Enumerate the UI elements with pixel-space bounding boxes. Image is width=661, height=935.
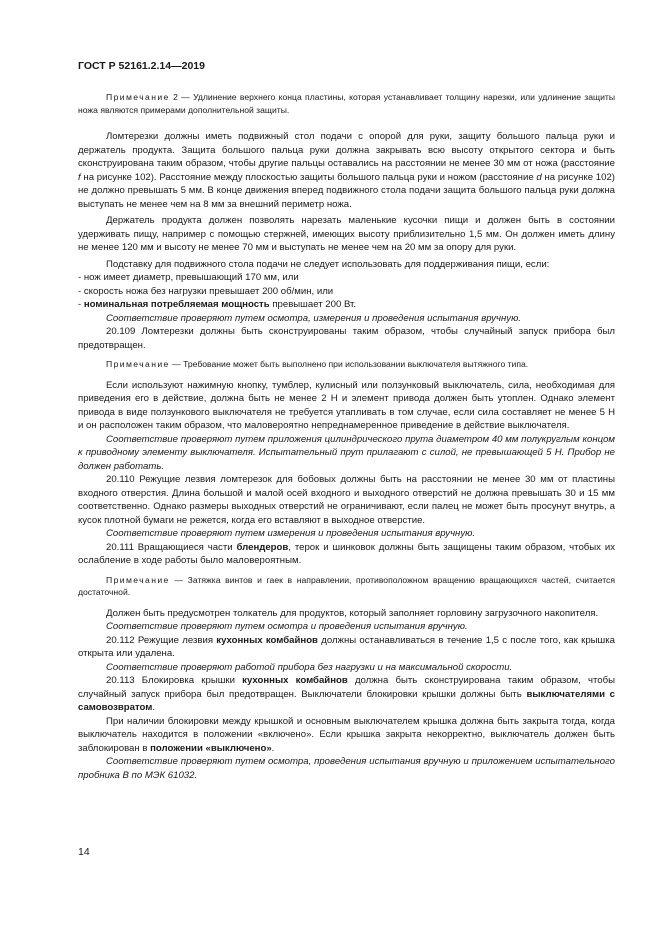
paragraph: Соответствие проверяют путем измерения и проведения испытания вручную. (106, 528, 476, 539)
page-number: 14 (78, 846, 90, 858)
list-item: - нож имеет диаметр, превышающий 170 мм, или (78, 272, 299, 283)
list-item: - скорость ножа без нагрузки превышает 200 об/мин, или (78, 285, 334, 297)
paragraph: 20.113 Блокировка крышки кухонных комбайнов должна быть сконструирована таким образом, чтобы случайный запуск прибора был предотвращен. Выключатели блокировки крышки должны быть выключателями с самовозвратом. (78, 675, 616, 713)
note-label: Примечание (106, 574, 170, 585)
paragraph: Соответствие проверяют путем осмотра, измерения и проведения испытания вручную. (106, 312, 521, 324)
note-paragraph: Примечание — Затяжка винтов и гаек в направлении, противоположном вращению вращающихся частей, считается достаточной. (78, 574, 615, 597)
paragraph: Должен быть предусмотрен толкатель для продуктов, который заполняет горловину загрузочного накопителя. (106, 607, 599, 619)
page-body (78, 91, 615, 782)
note-paragraph: Примечание 2 — Удлинение верхнего конца пластины, которая устанавливает толщину нарезки, или удлинение защиты ножа являются примерами дополнительной защиты. (78, 92, 615, 115)
paragraph: 20.112 Режущие лезвия кухонных комбайнов должны останавливаться в течение 1,5 с после того, как крышка открыта или удалена. (78, 634, 615, 659)
note-label: Примечание (106, 359, 170, 369)
note-paragraph: Примечание — Требование может быть выполнено при использовании выключателя вытяжного типа. (106, 359, 529, 369)
paragraph: Соответствие проверяют путем осмотра и проведения испытания вручную. (106, 621, 468, 632)
note-label: Примечание (106, 92, 170, 102)
paragraph: 20.111 Вращающиеся части блендеров, терок и шинковок должны быть защищены таким образом, чтобых их ослабление в ходе работы было маловероятным. (78, 541, 615, 566)
paragraph: Ломтерезки должны иметь подвижный стол подачи с опорой для руки, защиту большого пальца руки и держатель продукта. Защита большого пальца руки должна закрывать всю высоту открытого сектора и быть сконструирована таким образом, чтобы другие пальцы оставались на расстоянии не менее 30 мм от ножа (расстояние f на рисунке 102). Расстояние между плоскостью защиты большого пальца руки и ножом (расстояние d на рисунке 102) не должно превышать 5 мм. В конце движения вперед подвижного стола подачи защита большого пальца руки должна выступать не менее чем на 8 мм за внешний периметр ножа. (78, 131, 616, 210)
paragraph: Соответствие проверяют работой прибора без нагрузки и на максимальной скорости. (106, 661, 513, 673)
list-item: - номинальная потребляемая мощность превышает 200 Вт. (78, 299, 357, 310)
paragraph: 20.109 Ломтерезки должны быть сконструированы таким образом, чтобы случайный запуск прибора был предотвращен. (78, 326, 615, 351)
paragraph: Подставку для подвижного стола подачи не следует использовать для поддерживания пищи, если: (106, 258, 550, 270)
paragraph: 20.110 Режущие лезвия ломтерезок для бобовых должны быть на расстоянии не менее 30 мм от пластины входного отверстия. Длина большой и малой осей входного и выходного отверстий не должна превышать 30 и 15 мм соответственно. Однако размеры выходных отверстий не ограничивают, если палец не может быть просунут внутрь, а кусок плотной бумаги не режется, когда его вставляют в выходное отверстие. (78, 474, 615, 526)
paragraph: При наличии блокировки между крышкой и основным выключателем крышка должна быть закрыта тогда, когда выключатель находится в положении «включено». Если крышка закрыта некорректно, выключатель должен быть заблокирован в положении «выключено». (78, 715, 615, 754)
document-header: ГОСТ Р 52161.2.14—2019 (78, 60, 205, 72)
paragraph: Соответствие проверяют путем приложения цилиндрического прута диаметром 40 мм полукруглым концом к приводному элементу выключателя. Испытательный прут прилагают с силой, не превышающей 5 Н. Прибор не должен работать. (78, 433, 615, 472)
paragraph: Держатель продукта должен позволять нарезать маленькие кусочки пищи и должен быть в состоянии удерживать пищу, например с помощью стержней, имеющих высоту приблизительно 1,5 мм. Он должен иметь длину не менее 120 мм и высоту не менее 70 мм и выступать не менее чем на 20 мм за опору для руки. (78, 215, 615, 253)
paragraph: Если используют нажимную кнопку, тумблер, кулисный или ползунковый выключатель, сила, необходимая для приведения его в действие, должна быть не менее 2 Н и элемент привода должен быть утоплен. Однако элемент привода в виде ползункового выключателя не требуется утапливать в том случае, если сила составляет не менее 5 Н и он расположен таким образом, что маловероятно непреднамеренное приведение в действие выключателя. (78, 379, 615, 431)
paragraph: Соответствие проверяют путем осмотра, проведения испытания вручную и приложением испытательного пробника В по МЭК 61032. (78, 756, 615, 781)
